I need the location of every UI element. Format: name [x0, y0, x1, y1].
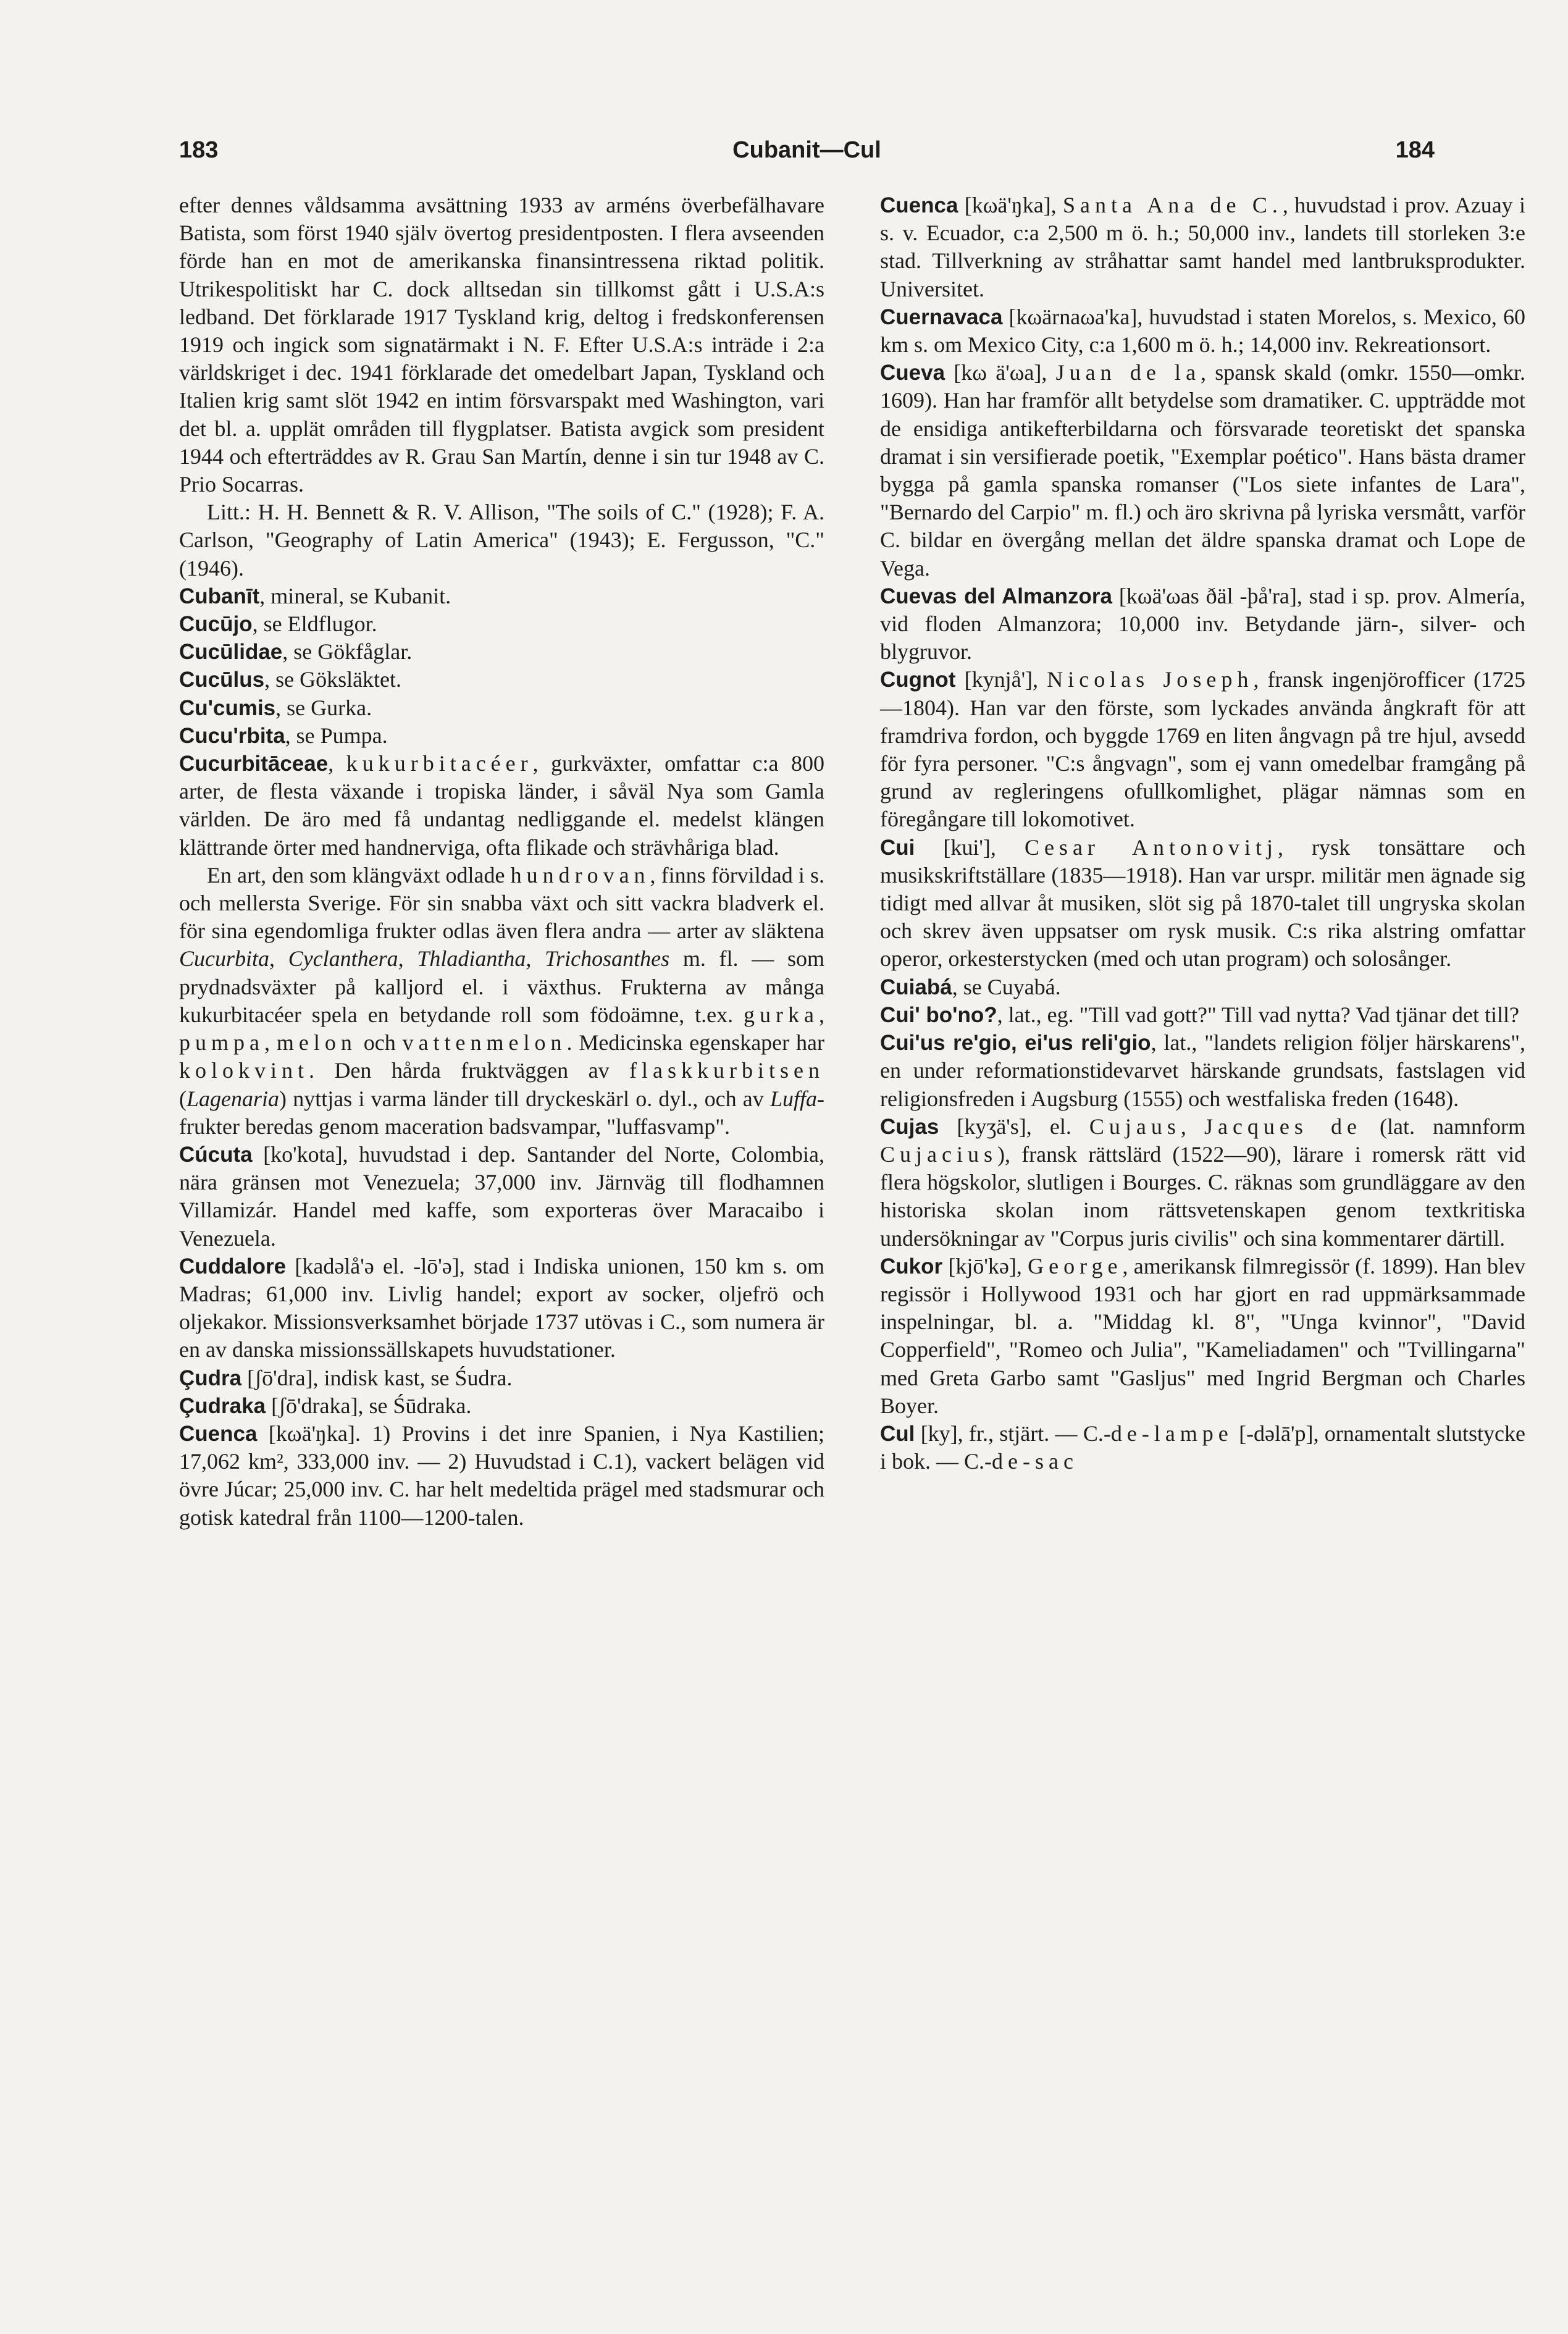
- dictionary-entry: [179, 750, 824, 862]
- right-column: [880, 191, 1525, 1476]
- entry-headword: Cuenca: [179, 1421, 258, 1446]
- dictionary-entry: [880, 1420, 1525, 1476]
- dictionary-entry: [179, 1364, 824, 1392]
- italic-text: Luffa: [769, 1086, 817, 1111]
- entry-text: [kωä'ŋka],: [958, 193, 1063, 217]
- spaced-name: Santa Ana de C.: [1062, 193, 1283, 217]
- dictionary-entry: [179, 666, 824, 694]
- spaced-name: melon: [276, 1030, 357, 1056]
- dictionary-entry: [179, 694, 824, 722]
- entry-text: , se Gökfåglar.: [282, 639, 413, 665]
- spaced-name: George: [1028, 1253, 1123, 1278]
- entry-text: [ʃō'dra], indisk kast, se Śudra.: [241, 1365, 513, 1390]
- entry-text: [kωä'ŋka]. 1) Provins i det inre Spanien, i Nya Kastilien; 17,062 km², 333,000 inv. — 2) Huvudstad i C.1), vackert belägen vid övre Júcar; 25,000 inv. C. har helt medeltida prägel med stadsmurar och gotisk katedral från 1100—1200-talen.: [179, 1421, 824, 1530]
- dictionary-entry: [880, 666, 1525, 833]
- entry-headword: Cui' bo'no?: [880, 1002, 997, 1027]
- dictionary-entry: [179, 498, 824, 582]
- entry-text: (: [179, 1086, 187, 1111]
- entry-headword: Cugnot: [880, 668, 956, 692]
- spaced-name: kolokvint: [179, 1058, 309, 1083]
- dictionary-entry: [179, 1420, 824, 1532]
- dictionary-entry: [880, 1253, 1525, 1420]
- left-column: [179, 191, 824, 1532]
- entry-headword: Cucurbitāceae: [179, 752, 329, 776]
- spaced-name: hundrovan: [510, 862, 650, 888]
- entry-text: , mineral, se Kubanit.: [259, 583, 451, 608]
- entry-text: [kui'],: [915, 834, 1025, 860]
- entry-text: [ko'kota], huvudstad i dep. Santander del Norte, Colombia, nära gränsen mot Venezuela; 37,000 inv. Järnväg till flodhamnen Villamizár. Handel med kaffe, som exporteras över Maracaibo i Venezuela.: [179, 1141, 824, 1251]
- entry-text: , spansk skald (omkr. 1550—omkr. 1609). Han har framför allt betydelse som dramatiker. C. uppträdde mot de ensidiga antikefterbildarna och försvarade teoretiskt det spanska dramat i sin versifierade poetik, "Exemplar poético". Hans bästa dramer bygga på gamla spanska romanser ("Los siete infantes de Lara", "Bernardo del Carpio" m. fl.) och äro skrivna på lyriska versmått, varför C. bildar en övergång mellan det äldre spanska dramat och Lope de Vega.: [880, 360, 1526, 581]
- entry-text: [kjō'kə],: [942, 1253, 1028, 1278]
- dictionary-entry: [880, 1113, 1525, 1253]
- dictionary-entry: [179, 610, 824, 638]
- entry-headword: Cui'us re'gio, ei'us reli'gio: [880, 1031, 1151, 1056]
- spaced-name: Jacques de: [1204, 1114, 1362, 1139]
- dictionary-entry: [880, 1029, 1525, 1113]
- italic-text: Lagenaria: [187, 1086, 280, 1111]
- dictionary-entry: [179, 1253, 824, 1364]
- entry-text: [kω ä'ωa],: [945, 360, 1056, 385]
- entry-headword: Cujas: [880, 1114, 939, 1139]
- entry-text: , huvudstad i prov. Azuay i s. v. Ecuador, c:a 2,500 m ö. h.; 50,000 inv., landets till storleken 3:e stad. Tillverkning av stråhattar samt handel med lantbruksprodukter. Universitet.: [880, 193, 1525, 301]
- running-head: [179, 137, 1435, 174]
- entry-headword: Cucūlidae: [179, 640, 283, 665]
- spaced-name: vattenmelon: [402, 1030, 567, 1056]
- entry-headword: Cuiabá: [880, 975, 952, 999]
- entry-headword: Cul: [880, 1421, 915, 1446]
- entry-text: , fransk ingenjörofficer (1725—1804). Han var den förste, som lyckades använda ångkraft för att framdriva fordon, och byggde 1769 en liten ångvagn på tre hjul, avsedd för fyra personer. "C:s ångvagn", som ej vann omedelbar framgång på grund av regleringens ofullkomlighet, plägar nämnas som en föregångare till lokomotivet.: [880, 667, 1526, 832]
- entry-headword: Cueva: [880, 361, 945, 385]
- spaced-name: gurka: [744, 1002, 819, 1027]
- entry-text: efter dennes våldsamma avsättning 1933 av arméns överbefälhavare Batista, som först 1940 själv övertog presidentposten. I flera avseenden förde han en mot de amerikanska finansintressena riktad politik. Utrikespolitiskt har C. dock alltsedan sin tillkomst gått i U.S.A:s ledband. Det förklarade 1917 Tyskland krig, deltog i fredskonferensen 1919 och ingick som signatärmakt i N. F. Efter U.S.A:s inträde i 2:a världskriget i dec. 1941 förklarade det omedelbart Japan, Tyskland och Italien krig samt slöt 1942 en intim försvarspakt med Washington, vari det bl. a. upplät områden till flygplatser. Batista avgick som president 1944 och efterträddes av R. Grau San Martín, denne i sin tur 1948 av C. Prio Socarras.: [179, 193, 824, 497]
- spaced-name: de-lampe: [1110, 1421, 1233, 1446]
- entry-text: , gurkväxter, omfattar c:a 800 arter, de flesta växande i tropiska länder, i såväl Nya som Gamla världen. De äro med få undantag nedliggande el. medelst klängen klättrande örter med handnerviga, ofta flikade och strävhåriga blad.: [179, 751, 824, 860]
- spaced-name: Cujacius: [880, 1141, 997, 1167]
- spaced-name: pumpa: [179, 1030, 264, 1056]
- italic-text: Cucurbita, Cyclanthera, Thladiantha, Trichosanthes: [179, 946, 670, 972]
- dictionary-entry: [880, 1001, 1525, 1029]
- spaced-name: flaskkurbitsen: [629, 1058, 824, 1083]
- entry-text: Litt.: H. H. Bennett & R. V. Allison, "The soils of C." (1928); F. A. Carlson, "Geography of Latin America" (1943); E. Fergusson, "C." (1946).: [179, 500, 824, 581]
- entry-headword: Cuddalore: [179, 1254, 287, 1278]
- entry-text: En art, den som klängväxt odlade: [207, 862, 511, 888]
- dictionary-entry: [179, 191, 824, 498]
- page-number-right: 184: [1395, 137, 1435, 163]
- spaced-name: Juan de la: [1055, 360, 1201, 385]
- dictionary-entry: [179, 1392, 824, 1420]
- entry-text: ,: [264, 1030, 277, 1056]
- entry-headword: Cucu'rbita: [179, 723, 285, 748]
- entry-headword: Çudraka: [179, 1393, 266, 1418]
- entry-headword: Cúcuta: [179, 1142, 253, 1167]
- entry-text: , se Pumpa.: [285, 723, 388, 748]
- entry-text: ), fransk rättslärd (1522—90), lärare i romersk rätt vid flera högskolor, slutligen i Bourges. C. räknas som grundläggare av den historiska skolan inom rättsvetenskapen genom textkritiska undersökningar av "Corpus juris civilis" och sina kommentarer därtill.: [880, 1141, 1525, 1251]
- entry-headword: Cu'cumis: [179, 695, 276, 720]
- entry-headword: Çudra: [179, 1366, 242, 1390]
- entry-text: , se Eldflugor.: [252, 611, 377, 637]
- entry-text: och: [356, 1030, 403, 1056]
- entry-headword: Cuernavaca: [880, 304, 1003, 329]
- entry-text: , se Cuyabá.: [952, 974, 1061, 999]
- entry-text: (lat. namnform: [1361, 1114, 1526, 1139]
- entry-text: ,: [1180, 1114, 1204, 1139]
- spaced-name: de-sac: [992, 1449, 1078, 1474]
- entry-text: ,: [819, 1002, 824, 1027]
- entry-text: [-dəlā'p], ornamentalt slutstycke i bok. — C.-: [880, 1421, 1526, 1474]
- page-title: Cubanit—Cul: [732, 137, 881, 163]
- spaced-name: Cesar Antonovitj: [1024, 834, 1278, 860]
- dictionary-entry: [179, 638, 824, 666]
- spaced-name: kukurbitacéer: [346, 751, 533, 776]
- entry-text: ,: [328, 751, 346, 776]
- entry-headword: Cuevas del Almanzora: [880, 584, 1112, 608]
- spaced-name: Nicolas Joseph: [1047, 667, 1254, 692]
- entry-headword: Cuenca: [880, 193, 958, 217]
- entry-headword: Cubanīt: [179, 584, 260, 608]
- entry-text: ) nyttjas i varma länder till dryckeskärl o. dyl., och av: [279, 1086, 770, 1111]
- dictionary-entry: [179, 1141, 824, 1253]
- entry-text: , rysk tonsättare och musikskriftställare (1835—1918). Han var urspr. militär men ägnade sig tidigt med allvar åt musiken, slöt sig på 1870-talet till ungryska skolan och skrev även uppsatser om rysk musik. C:s rika alstring omfattar operor, orkesterstycken (med och utan program) och solosånger.: [880, 834, 1525, 972]
- dictionary-entry: [179, 582, 824, 610]
- entry-text: m. fl. — som prydnadsväxter på kalljord el. i växthus. Frukterna av många kukurbitacéer spela en betydande roll som födoämne, t.ex.: [179, 946, 824, 1027]
- entry-text: . Den hårda fruktväggen av: [309, 1058, 630, 1083]
- entry-headword: Cucūjo: [179, 612, 253, 637]
- entry-text: , lat., "landets religion följer härskarens", en under reformationstidevarvet härskande grundsats, fastslagen vid religionsfreden i Augsburg (1555) och westfaliska freden (1648).: [880, 1030, 1525, 1111]
- entry-text: . Medicinska egenskaper har: [566, 1030, 824, 1056]
- dictionary-entry: [880, 303, 1525, 359]
- spaced-name: Cujaus: [1089, 1114, 1181, 1139]
- entry-text: -frukter beredas genom maceration badsvampar, "luffasvamp".: [179, 1086, 824, 1139]
- dictionary-entry: [880, 359, 1525, 582]
- entry-text: , amerikansk filmregissör (f. 1899). Han blev regissör i Hollywood 1931 och har gjort en rad uppmärksammade inspelningar, bl. a. "Middag kl. 8", "Unga kvinnor", "David Copperfield", "Romeo och Julia", "Kameliadamen" och "Tvillingarna" med Greta Garbo samt "Gasljus" med Ingrid Bergman och Charles Boyer.: [880, 1253, 1525, 1418]
- dictionary-entry: [179, 722, 824, 750]
- entry-text: , lat., eg. "Till vad gott?" Till vad nytta? Vad tjänar det till?: [997, 1002, 1519, 1027]
- dictionary-entry: [179, 862, 824, 1141]
- entry-text: [kyʒä's], el.: [939, 1114, 1089, 1139]
- entry-headword: Cui: [880, 835, 915, 860]
- entry-headword: Cukor: [880, 1254, 943, 1278]
- entry-text: [kadəlå'ə el. -lō'ə], stad i Indiska unionen, 150 km s. om Madras; 61,000 inv. Livlig handel; export av socker, oljefrö och oljekakor. Missionsverksamhet började 1737 utövas i C., som numera är en av danska missionssällskapets huvudstationer.: [179, 1253, 824, 1362]
- entry-text: [kynjå'],: [955, 667, 1047, 692]
- entry-text: , se Göksläktet.: [264, 667, 402, 692]
- entry-text: [ky], fr., stjärt. — C.-: [915, 1421, 1111, 1446]
- dictionary-entry: [880, 834, 1525, 973]
- entry-text: , se Gurka.: [275, 695, 372, 720]
- dictionary-entry: [880, 191, 1525, 303]
- entry-text: [ʃō'draka], se Śūdraka.: [266, 1393, 472, 1418]
- dictionary-entry: [880, 973, 1525, 1001]
- entry-text: [kωä'ωas ðäl -þå'ra], stad i sp. prov. Almería, vid floden Almanzora; 10,000 inv. Betydande järn-, silver- och blygruvor.: [880, 583, 1525, 665]
- entry-text: [kωärnaωa'ka], huvudstad i staten Morelos, s. Mexico, 60 km s. om Mexico City, c:a 1,600 m ö. h.; 14,000 inv. Rekreationsort.: [880, 304, 1525, 358]
- dictionary-entry: [880, 582, 1525, 666]
- entry-text: , finns förvildad i s. och mellersta Sverige. För sin snabba växt och sitt vackra bladverk el. för sina egendomliga frukter odlas även flera andra — arter av släktena: [179, 862, 824, 944]
- entry-headword: Cucūlus: [179, 668, 265, 692]
- page-number-left: 183: [179, 137, 219, 163]
